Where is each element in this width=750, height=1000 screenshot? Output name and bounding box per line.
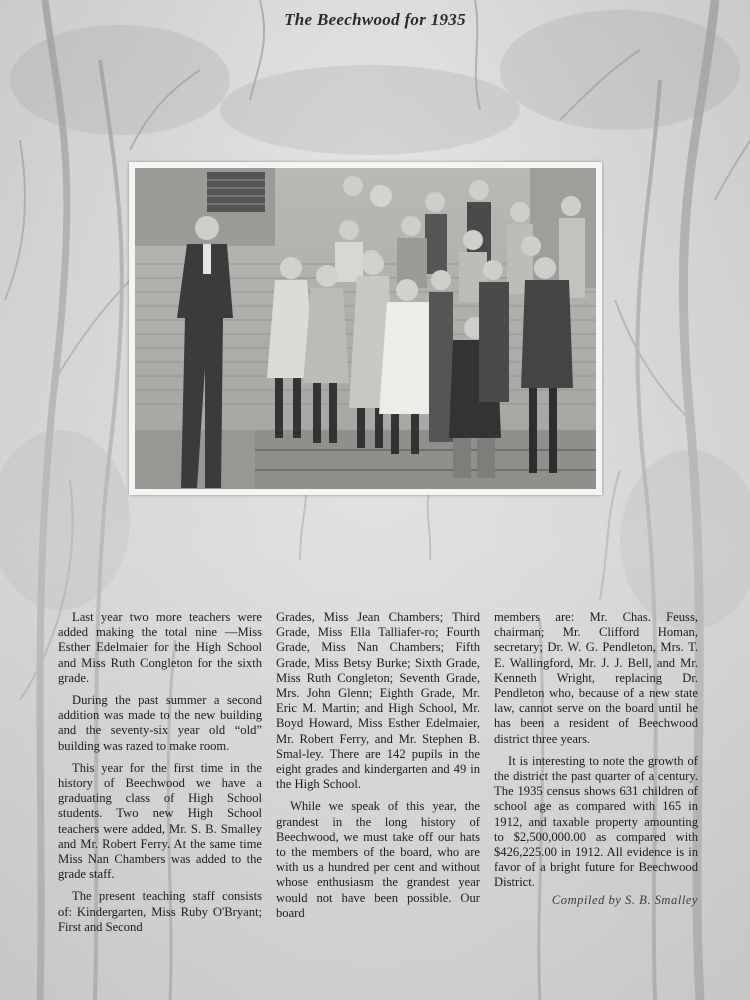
paragraph: Last year two more teachers were added making the total nine —Miss Esther Edelmaier for the High School and Miss Ruth Congleton for the sixth grade. [58, 610, 262, 685]
paragraph: members are: Mr. Chas. Feuss, chairman; Mr. Clifford Homan, secretary; Dr. W. G. Pendleton, Mrs. T. E. Wallingford, Mr. J. J. Bell, and Mr. Kenneth Wright, replacing Dr. Pendleton who, because of a new state law, cannot serve on the board until he has been a resident of Beechwood district three years. [494, 610, 698, 746]
paragraph: This year for the first time in the history of Beechwood we have a graduating class of High School students. Two new High School teachers were added, Mr. S. B. Smalley and Mr. Robert Ferry. At the same time Miss Nan Chambers was added to the grade staff. [58, 760, 262, 882]
paragraph: It is interesting to note the growth of the district the past quarter of a century. The 1935 census shows 631 children of school age as compared with 165 in 1912, and taxable property amounting to $2,500,000.00 as compared with $426,225.00 in 1912. All evidence is in favor of a bright future for Beechwood District. [494, 753, 698, 890]
photo-image [135, 168, 596, 489]
paragraph: During the past summer a second addition was made to the new building and the seventy-six year old “old” building was razed to make room. [58, 693, 262, 753]
article-column-2 [276, 610, 480, 940]
school-group-photo [129, 162, 602, 495]
paragraph: The present teaching staff consists of: Kindergarten, Miss Ruby O'Bryant; First and Second [58, 889, 262, 934]
article-text [58, 610, 698, 940]
author-credit: Compiled by S. B. Smalley [551, 892, 698, 907]
paragraph: Grades, Miss Jean Chambers; Third Grade, Miss Ella Talliafer-ro; Fourth Grade, Miss Nan Chambers; Fifth Grade, Miss Betsy Burke; Sixth Grade, Miss Ruth Congleton; Seventh Grade, Mrs. John Glenn; Eighth Grade, Mr. Eric M. Martin; and High School, Mr. Boyd Howard, Miss Esther Edelmaier, Mr. Robert Ferry, and Mr. Stephen B. Smal-ley. There are 142 pupils in the eight grades and kindergarten and 49 in the High School. [276, 610, 480, 792]
paragraph: While we speak of this year, the grandest in the long history of Beechwood, we must take off our hats to the members of the board, who are with us a hundred per cent and without whose enthusiasm the grandest year would not have been possible. Our board [276, 799, 480, 920]
page-header: The Beechwood for 1935 [284, 10, 466, 29]
article-column-3 [494, 610, 698, 940]
article-column-1 [58, 610, 262, 940]
